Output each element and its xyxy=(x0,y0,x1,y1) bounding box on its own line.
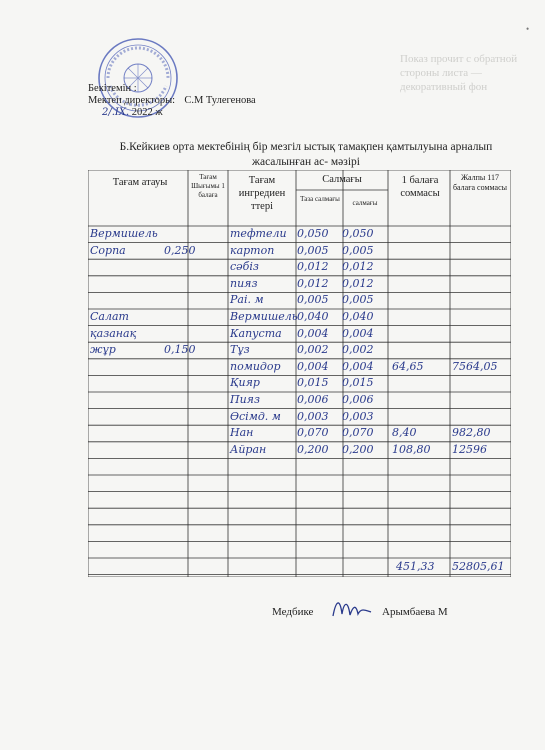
cell-ingredient: Қияр xyxy=(230,376,260,390)
cell-gross: 0,002 xyxy=(342,343,374,357)
nurse-name: Арымбаева М xyxy=(382,606,448,618)
cell-dish: Салат xyxy=(90,310,129,323)
nurse-signature xyxy=(330,596,374,622)
cell-net: 0,004 xyxy=(297,326,329,340)
header-weight: Салмағы xyxy=(322,174,362,185)
cell-dish: қазанақ xyxy=(90,326,137,340)
cell-net: 0,005 xyxy=(297,293,329,307)
cell-net: 0,004 xyxy=(297,359,329,373)
cell-gross: 0,006 xyxy=(342,393,374,406)
cell-ingredient: тефтели xyxy=(230,227,287,240)
cell-total: 982,80 xyxy=(452,426,491,440)
cell-total: 7564,05 xyxy=(452,359,498,373)
date-handwritten: 2/.IX. xyxy=(102,107,130,118)
total-per-child: 451,33 xyxy=(396,560,435,573)
document-title xyxy=(96,140,516,170)
cell-per-child: 64,65 xyxy=(392,359,424,373)
header-gross-weight: салмағы xyxy=(352,199,378,207)
cell-net: 0,012 xyxy=(297,276,329,290)
cell-gross: 0,004 xyxy=(342,359,374,373)
cell-net: 0,040 xyxy=(297,310,329,323)
header-ingredients: Тағам ингредиен ттері xyxy=(238,175,286,212)
director-name: С.М Тулегенова xyxy=(184,95,256,106)
cell-gross: 0,005 xyxy=(342,293,374,307)
director-line xyxy=(88,95,256,107)
header-per-child: 1 балаға соммасы xyxy=(400,175,440,199)
cell-total: 12596 xyxy=(452,442,487,456)
nurse-role: Медбике xyxy=(272,606,314,618)
cell-net: 0,006 xyxy=(297,393,329,406)
cell-dish: Сорпа xyxy=(90,243,126,257)
cell-net: 0,200 xyxy=(297,442,329,456)
director-title: Мектеп директоры: xyxy=(88,95,176,106)
cell-gross: 0,005 xyxy=(342,243,374,257)
cell-per-child: 8,40 xyxy=(392,426,417,440)
title-line-1: Б.Кейкиев орта мектебінің бір мезгіл ыстық тамақпен қамтылуына арналып xyxy=(119,141,493,153)
cell-net: 0,050 xyxy=(297,227,329,240)
title-line-2: жасалынған ас- мәзірі xyxy=(252,156,360,168)
cell-gross: 0,200 xyxy=(342,442,374,456)
cell-per-child: 108,80 xyxy=(392,442,431,456)
cell-ingredient: Өсімд. м xyxy=(230,409,281,423)
cell-net: 0,002 xyxy=(297,343,329,357)
bleed-through-text: Показ прочит с обратной стороны листа — декоративный фон xyxy=(400,53,518,93)
cell-gross: 0,012 xyxy=(342,260,374,274)
cell-ingredient: Пияз xyxy=(230,393,260,406)
cell-ingredient: Капуста xyxy=(230,326,282,340)
cell-ingredient: пияз xyxy=(230,276,258,290)
cell-ingredient: картоп xyxy=(230,243,275,257)
cell-dish: жұр xyxy=(90,343,116,357)
cell-gross: 0,015 xyxy=(342,376,374,390)
cell-gross: 0,050 xyxy=(342,227,374,240)
cell-ingredient: Нан xyxy=(230,426,254,440)
date-line xyxy=(88,107,256,119)
cell-net: 0,012 xyxy=(297,260,329,274)
header-yield: Тағам Шығымы 1 балаға xyxy=(191,173,225,199)
cell-ingredient: сәбіз xyxy=(230,260,259,274)
approval-heading: Бекітемін : xyxy=(88,83,137,94)
cell-ingredient: Раі. м xyxy=(230,293,264,307)
total-all: 52805,61 xyxy=(452,560,505,573)
header-dish: Тағам атауы xyxy=(112,177,168,188)
cell-ingredient: Тұз xyxy=(230,343,250,357)
cell-net: 0,015 xyxy=(297,376,329,390)
header-total: Жалпы 117 балаға соммасы xyxy=(452,173,507,192)
cell-gross: 0,070 xyxy=(342,426,374,440)
cell-ingredient: помидор xyxy=(230,359,281,373)
cell-yield: 0,150 xyxy=(164,343,196,357)
cell-ingredient: Вермишель xyxy=(230,310,298,323)
corner-mark: • xyxy=(526,24,530,34)
header-net-weight: Таза салмағы xyxy=(300,195,340,203)
cell-dish: Вермишель xyxy=(90,227,158,240)
date-year: 2022 ж xyxy=(131,107,163,118)
cell-yield: 0,250 xyxy=(164,243,196,257)
cell-net: 0,005 xyxy=(297,243,329,257)
cell-ingredient: Айран xyxy=(230,442,267,456)
cell-net: 0,003 xyxy=(297,409,329,423)
cell-gross: 0,012 xyxy=(342,276,374,290)
approval-block xyxy=(88,83,256,119)
cell-gross: 0,040 xyxy=(342,310,374,323)
cell-net: 0,070 xyxy=(297,426,329,440)
menu-table xyxy=(88,170,511,577)
cell-gross: 0,003 xyxy=(342,409,374,423)
cell-gross: 0,004 xyxy=(342,326,374,340)
